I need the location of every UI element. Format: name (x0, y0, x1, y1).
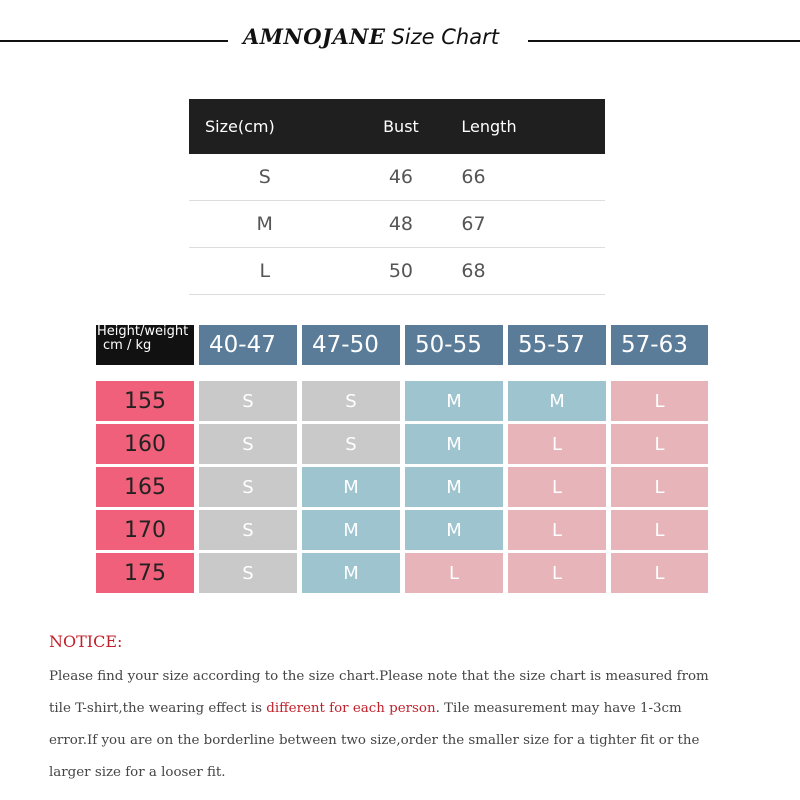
corner-label-line2: cm / kg (103, 338, 152, 353)
size-table-header-row (189, 99, 605, 154)
size-recommend-cell: S (302, 381, 400, 421)
title-rule-left (0, 40, 228, 42)
size-recommend-cell: M (405, 381, 503, 421)
size-recommend-cell: L (611, 467, 708, 507)
bust-cell: 46 (340, 154, 461, 201)
size-measure-table (189, 99, 605, 295)
size-cell: S (189, 154, 340, 201)
size-recommend-cell: M (405, 510, 503, 550)
height-row-header: 165 (96, 467, 194, 507)
length-cell: 66 (461, 154, 605, 201)
notice-section (49, 632, 759, 789)
height-row-header: 160 (96, 424, 194, 464)
size-recommend-cell: L (611, 510, 708, 550)
size-recommend-cell: L (405, 553, 503, 593)
table-row (189, 154, 605, 201)
height-row-header: 175 (96, 553, 194, 593)
weight-range-header: 57-63 (611, 325, 708, 365)
size-recommend-cell: L (508, 424, 606, 464)
size-cell: L (189, 248, 340, 295)
size-recommend-cell: M (405, 424, 503, 464)
bust-cell: 50 (340, 248, 461, 295)
size-recommend-cell: M (405, 467, 503, 507)
size-recommend-cell: M (508, 381, 606, 421)
size-recommend-cell: M (302, 467, 400, 507)
size-recommend-cell: L (611, 553, 708, 593)
title-subtitle: Size Chart (391, 25, 499, 49)
size-cell: M (189, 201, 340, 248)
bust-cell: 48 (340, 201, 461, 248)
weight-range-header: 50-55 (405, 325, 503, 365)
height-row-header: 155 (96, 381, 194, 421)
height-row-header: 170 (96, 510, 194, 550)
title-rule-right (528, 40, 800, 42)
size-recommend-cell: S (199, 424, 297, 464)
page-title (243, 24, 499, 49)
weight-range-header: 55-57 (508, 325, 606, 365)
notice-text: . Tile measurement may have 1-3cm (435, 701, 682, 716)
size-recommend-cell: M (302, 553, 400, 593)
brand-name: AMNOJANE (243, 24, 386, 49)
size-recommend-cell: S (199, 553, 297, 593)
notice-line: error.If you are on the borderline between two size,order the smaller size for a tighter fit or the (49, 733, 700, 748)
length-cell: 67 (461, 201, 605, 248)
length-col-header: Length (461, 99, 605, 154)
title-bar (0, 22, 800, 58)
notice-highlight: different for each person (266, 701, 436, 716)
size-recommend-cell: S (199, 510, 297, 550)
size-col-header: Size(cm) (189, 99, 340, 154)
corner-label-line1: Height/weight (97, 324, 189, 339)
notice-line (49, 693, 759, 725)
size-recommend-cell: L (508, 510, 606, 550)
weight-range-header: 40-47 (199, 325, 297, 365)
size-recommend-cell: M (302, 510, 400, 550)
size-recommend-cell: S (302, 424, 400, 464)
size-recommend-cell: L (611, 424, 708, 464)
table-row (189, 201, 605, 248)
notice-title: NOTICE: (49, 632, 123, 651)
weight-range-header: 47-50 (302, 325, 400, 365)
size-recommend-cell: S (199, 467, 297, 507)
notice-text: tile T-shirt,the wearing effect is (49, 701, 267, 716)
height-weight-corner-label (96, 325, 194, 365)
size-recommend-cell: L (508, 553, 606, 593)
size-recommend-cell: L (611, 381, 708, 421)
size-recommend-cell: L (508, 467, 606, 507)
bust-col-header: Bust (340, 99, 461, 154)
notice-line: Please find your size according to the size chart.Please note that the size chart is measured from (49, 669, 709, 684)
notice-line: larger size for a looser fit. (49, 765, 226, 780)
size-recommend-cell: S (199, 381, 297, 421)
length-cell: 68 (461, 248, 605, 295)
table-row (189, 248, 605, 295)
